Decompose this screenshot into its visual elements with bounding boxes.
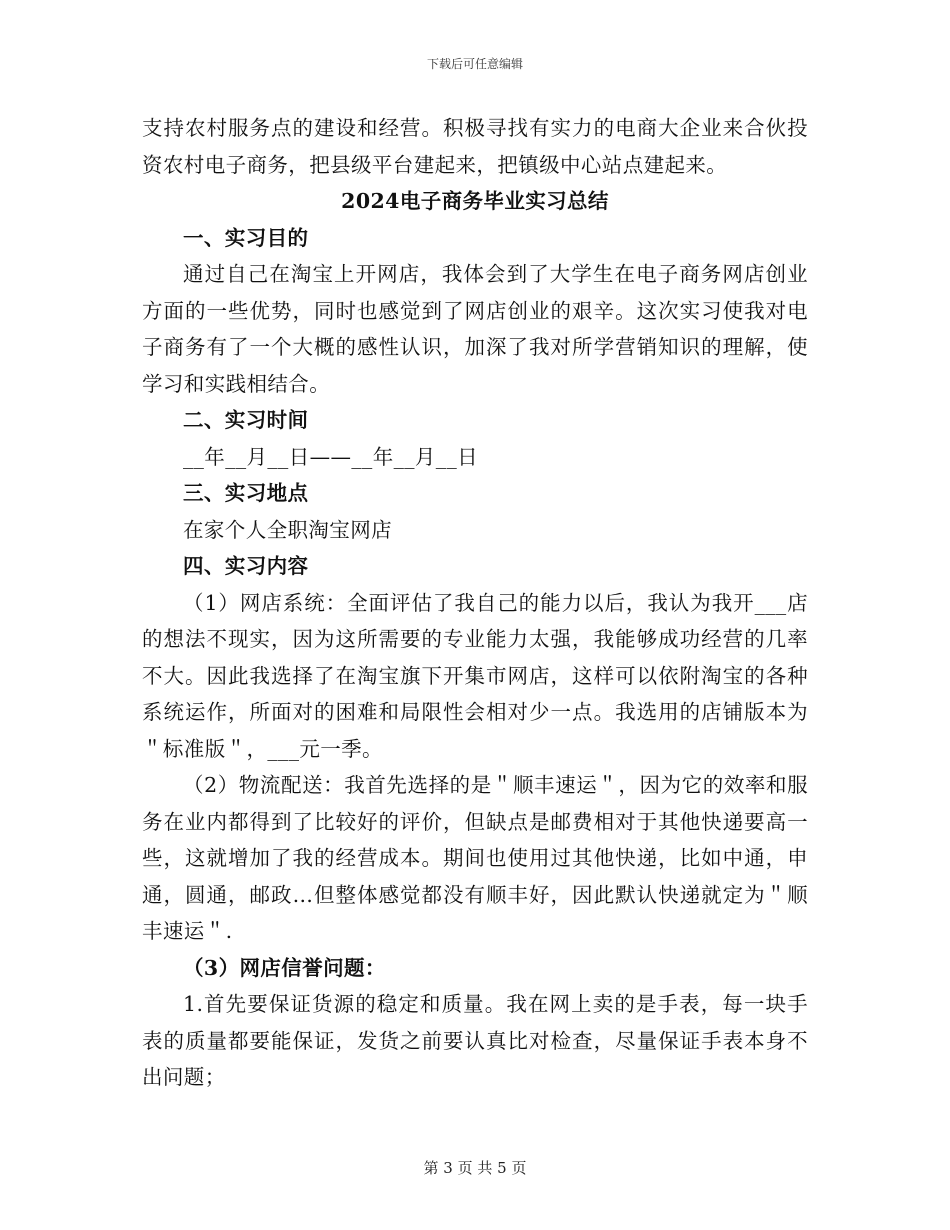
page-header: 下载后可任意编辑 — [426, 57, 523, 71]
section-heading-content: 四、实习内容 — [183, 554, 309, 578]
paragraph-logistics: （2）物流配送：我首先选择的是＂顺丰速运＂，因为它的效率和服务在业内都得到了比较好的评价，但缺点是邮费相对于其他快递要高一些，这就增加了我的经营成本。期间也使用过其他快递，比如中通，申通，圆通，邮政…但整体感觉都没有顺丰好，因此默认快递就定为＂顺丰速运＂. — [142, 773, 808, 943]
intro-paragraph: 支持农村服务点的建设和经营。积极寻找有实力的电商大企业来合伙投资农村电子商务，把县级平台建起来，把镇级中心站点建起来。 — [142, 116, 808, 177]
paragraph-supply-quality: 1.首先要保证货源的稳定和质量。我在网上卖的是手表，每一块手表的质量都要能保证，发货之前要认真比对检查，尽量保证手表本身不出问题； — [142, 992, 808, 1089]
paragraph-location: 在家个人全职淘宝网店 — [183, 517, 392, 542]
subheading-reputation: （3）网店信誉问题： — [183, 955, 386, 980]
section-heading-time: 二、实习时间 — [183, 408, 309, 432]
section-heading-location: 三、实习地点 — [183, 481, 309, 505]
document-body — [142, 110, 808, 1096]
document-title: 2024电子商务毕业实习总结 — [341, 189, 609, 213]
section-heading-purpose: 一、实习目的 — [183, 225, 309, 250]
paragraph-shop-system: （1）网店系统：全面评估了我自己的能力以后，我认为我开___店的想法不现实，因为这所需要的专业能力太强，我能够成功经营的几率不大。因此我选择了在淘宝旗下开集市网店，这样可以依附淘宝的各种系统运作，所面对的困难和局限性会相对少一点。我选用的店铺版本为＂标准版＂，___元一季。 — [142, 590, 808, 761]
paragraph-purpose: 通过自己在淘宝上开网店，我体会到了大学生在电子商务网店创业方面的一些优势，同时也感觉到了网店创业的艰辛。这次实习使我对电子商务有了一个大概的感性认识，加深了我对所学营销知识的理解，使学习和实践相结合。 — [142, 262, 808, 396]
paragraph-time: __年__月__日——__年__月__日 — [183, 444, 478, 469]
page-number: 第 3 页 共 5 页 — [423, 1159, 527, 1177]
